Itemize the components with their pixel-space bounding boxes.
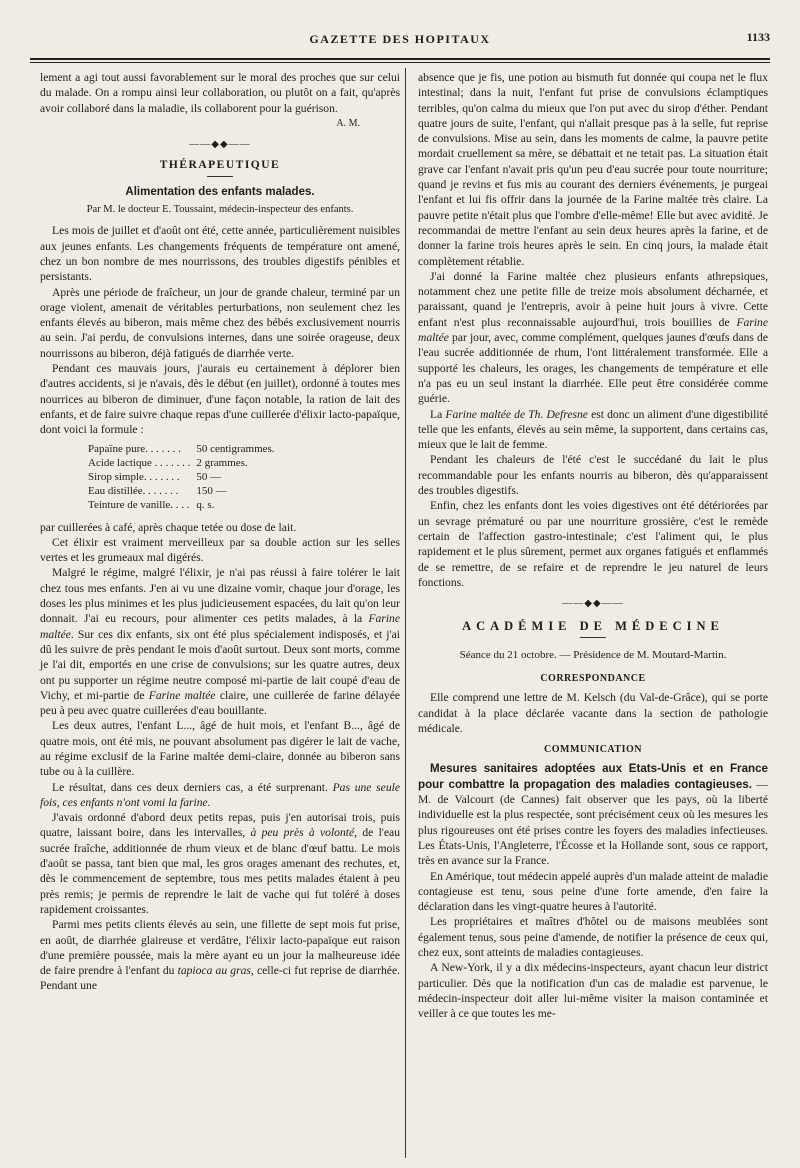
paragraph: Cet élixir est vraiment merveilleux par sa double action sur les selles vertes et les grumeaux mal digérés.	[40, 535, 400, 565]
article-byline: Par M. le docteur E. Toussaint, médecin-inspecteur des enfants.	[86, 204, 354, 216]
header-rule-thin	[30, 62, 770, 63]
paragraph: J'avais ordonné d'abord deux petits repas, puis j'en autorisai trois, puis quatre, laissant boire, dans les intervalles, à peu près à volonté, de l'eau sucrée fraîche, additionnée de rhum vieux et de blanc d'œuf battu. Le mois d'août se passa, tant bien que mal, les gros orages amenant des rechutes, et, dès le commencement de septembre, tous mes petits malades étaient à peu près remis; je permis de reprendre le lait de vache qui fut toléré à doses rapidement croissantes.	[40, 811, 400, 916]
paragraph: J'ai donné la Farine maltée chez plusieurs enfants athrepsiques, notamment chez une petite fille de treize mois absolument décharnée, et paraissant, quand je l'entrepris, avoir à peine huit jours à vivre. Cette enfant n'est plus reconnaissable aujourd'hui, trois bouillies de Farine maltée par jour, avec, comme complément, quelques jaunes d'œufs dans de l'eau sucrée additionnée de rhum, l'ont littéralement transformée. Elle a supporté les chaleurs, les orages, les changements de température et elle n'a pas eu un seul instant la diarrhée. Elle peut être considérée comme guérie.	[418, 269, 768, 406]
left-column	[40, 70, 400, 994]
paragraph: Parmi mes petits clients élevés au sein, une fillette de sept mois fut prise, en août, de diarrhée glaireuse et verdâtre, l'élixir lacto-papaïque eut raison d'une première poussée, mais la mère ayant eu un jour la malheureuse idée de faire prendre à l'enfant du tapioca au gras, celle-ci fut reprise de diarrhée. Pendant une	[40, 918, 400, 993]
formula-row: Sirop simple. . . . . . . 50 —	[88, 470, 222, 483]
session-line: Séance du 21 octobre. — Présidence de M. Moutard-Martin.	[459, 648, 727, 661]
header-rule-thick	[30, 58, 770, 60]
formula-row: Eau distillée. . . . . . . 150 —	[88, 484, 227, 497]
paragraph: Les propriétaires et maîtres d'hôtel ou de maisons meublées sont également tenus, sous peine d'amende, de notifier la présence de ceux qui, chez eux, sont atteints de maladies contagieuses.	[418, 915, 768, 960]
paragraph: Mesures sanitaires adoptées aux Etats-Unis et en France pour combattre la propagation des maladies contagieuses. — M. de Valcourt (de Cannes) fait observer que les pays, où la liberté individuelle est la plus respectée, sont précisément ceux où les mesures les plus rigoureuses ont été prises contre les foyers des maladies infectieuses. Les États-Unis, l'Angleterre, l'Écosse et la Hollande sont, sous ce rapport, très en avance sur la France.	[418, 762, 768, 868]
signature: A. M.	[336, 117, 360, 129]
paragraph: Pendant les chaleurs de l'été c'est le succédané du lait le plus recommandable pour les enfants nourris au biberon, dès qu'apparaissent des troubles digestifs.	[418, 453, 768, 498]
formula-row: Papaïne pure. . . . . . . 50 centigrammes.	[88, 442, 275, 455]
subheading: CORRESPONDANCE	[540, 672, 646, 684]
paragraph: Elle comprend une lettre de M. Kelsch (du Val-de-Grâce), qui se porte candidat à la place déclarée vacante dans la section de pathologie médicale.	[418, 691, 768, 735]
paragraph: lement a agi tout aussi favorablement sur le moral des proches que sur celui du malade. On a rompu ainsi leur collaboration, ou plutôt on a fait, qu'après avoir collaboré dans la maladie, ils collaborent pour la guérison.	[40, 71, 400, 115]
paragraph: absence que je fis, une potion au bismuth fut donnée qui coupa net le flux intestinal; dans la nuit, l'enfant fut prise de convulsions éclamptiques terribles, qu'on calma du mieux que l'on put avec du sirop d'éther. Pendant quatre jours de suite, l'enfant, qui n'allait presque pas à la selle, fut reprise de convulsions. Mise au sein, dans les moments de calme, la pauvre petite mordait cruellement sa mère, se débattait et ne tetait pas. La situation était grave car l'enfant n'avait pris qu'un peu d'eau sucrée pour toute nourriture; quand je revins et fus mis au courant des derniers événements, je purgeai l'enfant et lui fis offrir dans la journée de la Farine maltée très claire. La pauvre petite n'était plus que l'ombre d'elle-même! Elle but avec avidité. Je recommandai de mettre l'enfant au sein deux heures après la farine, et de donner la farine trois heures après le sein. En cinq jours, la malade était complètement rétablie.	[418, 71, 768, 268]
paragraph: Pendant ces mauvais jours, j'aurais eu certainement à déplorer bien d'autres accidents, si je n'avais, dès le début (en juillet), ordonné à toutes mes nourrices au biberon de diminuer, d'une façon notable, la ration de lait des enfants, et de faire suivre chaque repas d'une cuillerée d'élixir lacto-papaïque, dont voici la formule :	[40, 362, 400, 437]
section-heading: ACADÉMIE DE MÉDECINE	[462, 619, 724, 634]
page-number: 1133	[746, 30, 770, 44]
paragraph: En Amérique, tout médecin appelé auprès d'un malade atteint de maladie contagieuse est tenu, sous peine d'une forte amende, d'en faire la déclaration dans les vingt-quatre heures à l'autorité.	[418, 869, 768, 914]
formula-row: Acide lactique . . . . . . . 2 grammes.	[88, 456, 248, 469]
paragraph: Le résultat, dans ces deux derniers cas, a été surprenant. Pas une seule fois, ces enfants n'ont vomi la farine.	[40, 780, 400, 809]
paragraph: Après une période de fraîcheur, un jour de grande chaleur, terminé par un orage violent, amenait de véritables perturbations, non seulement chez les enfants élevés au biberon, mais même chez des bébés exclusivement nourris au sein. J'ai perdu, de convulsions internes, dans une soirée orageuse, deux nourrissons au biberon, déjà fatigués de diarrhée verte.	[40, 285, 400, 360]
ornament-divider: ——◆◆——	[562, 598, 624, 610]
article-title: Alimentation des enfants malades.	[125, 185, 315, 198]
paragraph: La Farine maltée de Th. Defresne est donc un aliment d'une digestibilité telle que les enfants, élevés au sein même, la supportent, dans certains cas, mieux que le lait de femme.	[418, 407, 768, 452]
short-rule	[207, 176, 233, 177]
paragraph: Malgré le régime, malgré l'élixir, je n'ai pas réussi à faire tolérer le lait chez tous mes enfants. J'en ai vu une dizaine vomir, chaque jour d'orage, les doses les plus minimes et les plus judicieusement espacées, du lait qu'on leur donnait. J'ai eu recours, pour alimenter ces petits malades, à la Farine maltée. Sur ces dix enfants, six ont été plus spécialement indisposés, et j'ai dû les suivre de près pendant le mois d'août surtout. Deux sont morts, comme je l'ai dit, emportés en une crise de convulsions; sur les quatre autres, deux ont pu supporter un régime neutre composé mi-partie de lait coupé d'eau de Vichy, et mi-partie de Farine maltée claire, une cuillerée de farine délayée peu à peu avec quatre cuillerées d'eau bouillante.	[40, 566, 400, 718]
ornament-divider: ——◆◆——	[189, 139, 251, 151]
subheading: COMMUNICATION	[544, 744, 642, 756]
formula-row: Teinture de vanille. . . . q. s.	[88, 498, 215, 511]
section-heading: THÉRAPEUTIQUE	[159, 159, 281, 172]
journal-title: GAZETTE DES HOPITAUX	[309, 32, 491, 46]
paragraph: Les mois de juillet et d'août ont été, cette année, particulièrement nuisibles aux jeunes enfants. Les changements fréquents de température ont amené, chez un bon nombre de mes nourrissons, des troubles digestifs pénibles et persistants.	[40, 224, 400, 284]
paragraph: Enfin, chez les enfants dont les voies digestives ont été détériorées par un sevrage prématuré ou par une nourriture grossière, c'est le remède certain de l'affection gastro-intestinale; c'est l'aliment qui, le plus rapidement et le plus sûrement, permet aux organes fatigués et enflammés de se remettre, de se refaire et de reprendre le jeu naturel de leurs fonctions.	[418, 499, 768, 589]
page-header	[30, 28, 770, 52]
short-rule	[580, 637, 606, 638]
paragraph: par cuillerées à café, après chaque tetée ou dose de lait.	[40, 520, 297, 534]
formula-table	[88, 442, 281, 512]
column-separator	[405, 68, 406, 1158]
right-column	[418, 70, 768, 1022]
paragraph: Les deux autres, l'enfant L..., âgé de huit mois, et l'enfant B..., âgé de quatre mois, ont été mis, ne pouvant absolument pas digérer le lait de vache, au régime exclusif de la Farine maltée demi-claire, donnée au biberon sans tube ou à la cuillère.	[40, 719, 400, 779]
paragraph: A New-York, il y a dix médecins-inspecteurs, ayant chacun leur district particulier. Dès que la notification d'un cas de maladie est parvenue, le médecin-inspecteur doit aller lui-même visiter la maison contaminée et veiller à ce que toutes les me-	[418, 961, 768, 1021]
